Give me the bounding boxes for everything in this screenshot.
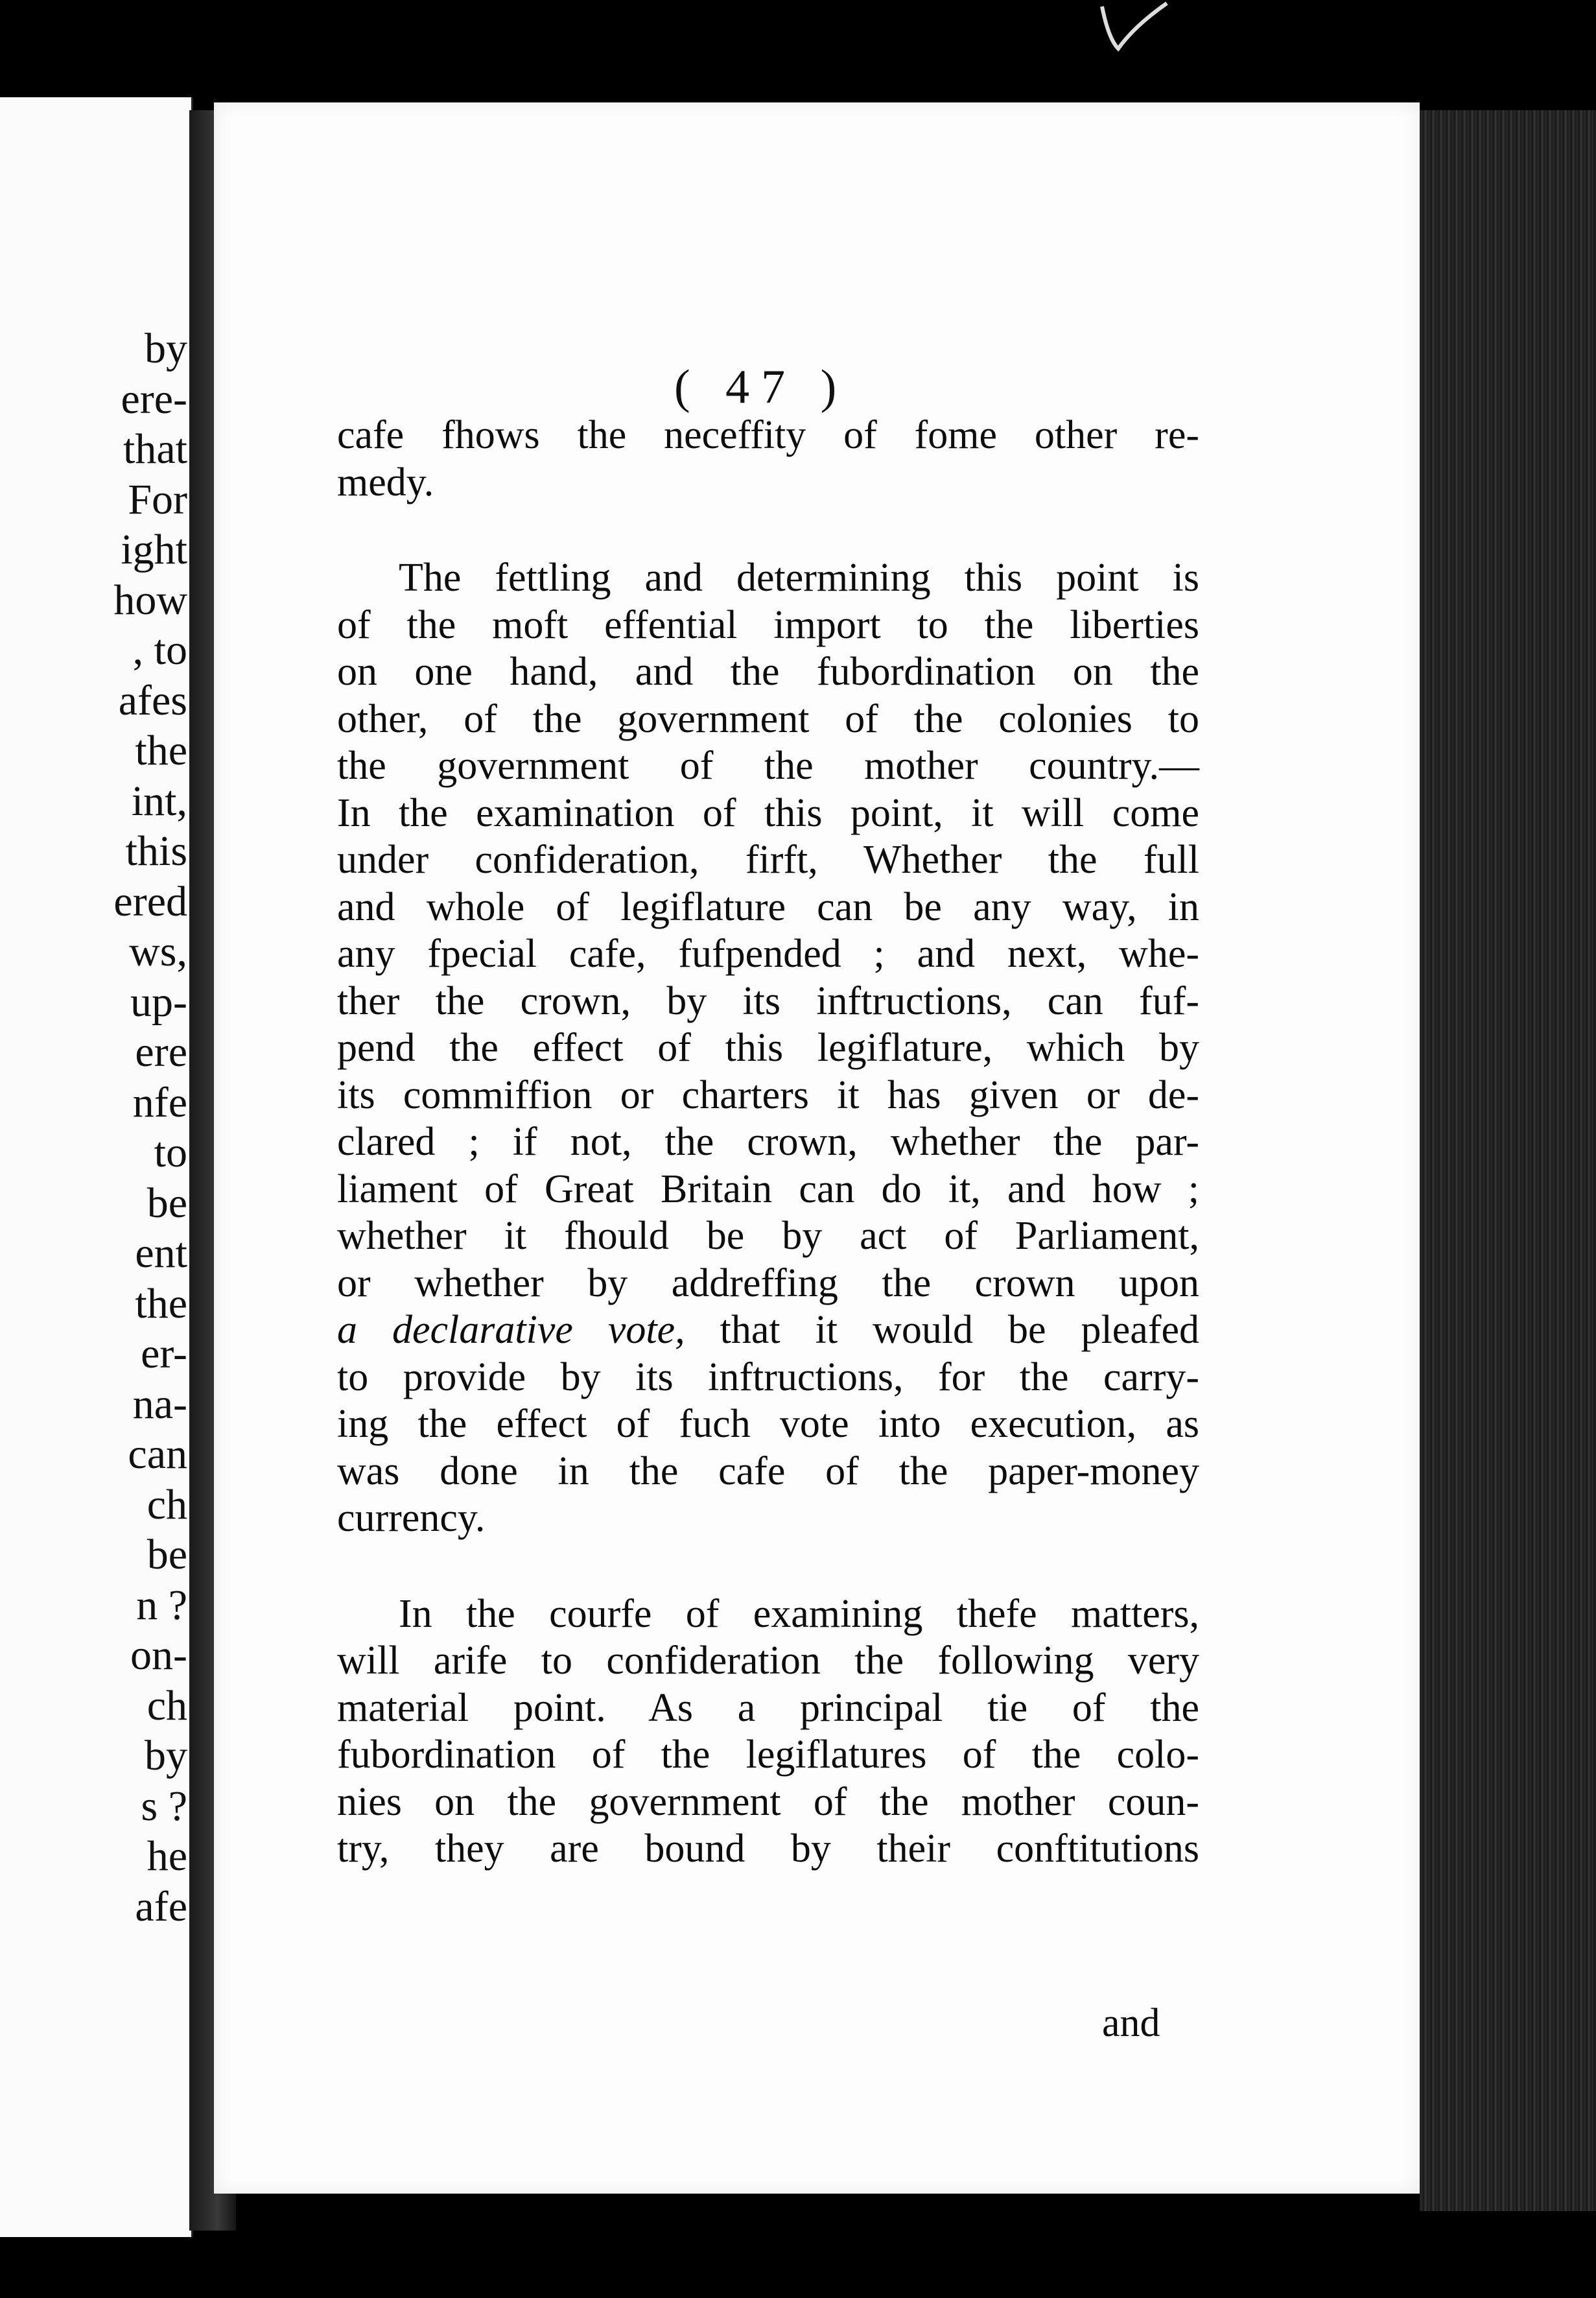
text-line: ther the crown, by its inftructions, can fuf-: [337, 978, 1199, 1023]
text-line: and whole of legiflature can be any way, in: [337, 884, 1199, 929]
italic-phrase: a declarative vote,: [337, 1308, 685, 1352]
text-line: to provide by its inftructions, for the carry-: [337, 1355, 1199, 1399]
text-line: other, of the government of the colonies to: [337, 696, 1199, 741]
left-page-line-fragment: be: [147, 1531, 187, 1578]
left-page-line-fragment: ent: [135, 1229, 187, 1277]
text-line: of the moft effential import to the liberties: [337, 602, 1199, 647]
left-page-line-fragment: can: [128, 1430, 187, 1478]
left-page-line-fragment: he: [147, 1832, 187, 1880]
left-page-line-fragment: , to: [132, 626, 187, 674]
left-page-line-fragment: nfe: [132, 1078, 187, 1126]
text-line: will arife to confideration the following very: [337, 1639, 1199, 1683]
left-page-line-fragment: on-: [130, 1631, 187, 1679]
text-line: pend the effect of this legiflature, which by: [337, 1026, 1199, 1070]
left-page-line-fragment: er-: [141, 1330, 187, 1377]
text-line: its commiffion or charters it has given or de-: [337, 1072, 1199, 1117]
left-page-line-fragment: s ?: [141, 1782, 187, 1830]
text-line: ing the effect of fuch vote into execution, as: [337, 1402, 1199, 1446]
page-edge-stack: [1420, 110, 1596, 2211]
text-line: try, they are bound by their conftitutions: [337, 1827, 1199, 1871]
left-page-line-fragment: be: [147, 1179, 187, 1227]
left-page-line-fragment: ere-: [121, 375, 187, 423]
page-body-text: [337, 412, 1199, 1873]
page-number: ( 47 ): [674, 361, 849, 414]
text-line: liament of Great Britain can do it, and how ;: [337, 1167, 1199, 1211]
text-fragment: that it would be pleafed: [685, 1308, 1199, 1352]
text-line: was done in the cafe of the paper-money: [337, 1449, 1199, 1493]
left-page-line-fragment: the: [135, 727, 187, 774]
left-page-line-fragment: the: [135, 1279, 187, 1327]
left-page-line-fragment: by: [145, 325, 187, 372]
left-page-line-fragment: ight: [121, 526, 187, 573]
previous-page-fragment: [0, 97, 193, 2237]
text-line: The fettling and determining this point is: [399, 556, 1199, 600]
left-page-line-fragment: by: [145, 1732, 187, 1779]
left-page-line-fragment: up-: [130, 978, 187, 1026]
text-line: In the examination of this point, it will come: [337, 790, 1199, 835]
text-line: fubordination of the legiflatures of the colo-: [337, 1733, 1199, 1777]
text-line: or whether by addreffing the crown upon: [337, 1261, 1199, 1305]
text-line: clared ; if not, the crown, whether the par-: [337, 1120, 1199, 1164]
text-line: the government of the mother country.—: [337, 744, 1199, 788]
left-page-line-fragment: afe: [135, 1882, 187, 1930]
left-page-line-fragment: For: [128, 475, 187, 523]
catchword: and: [1102, 2001, 1160, 2045]
text-line: In the courfe of examining thefe matters,: [399, 1591, 1199, 1636]
text-line: under confideration, firft, Whether the full: [337, 838, 1199, 882]
text-line: on one hand, and the fubordination on the: [337, 650, 1199, 694]
text-line: medy.: [337, 460, 434, 504]
text-line: cafe fhows the neceffity of fome other re-: [337, 413, 1199, 457]
left-page-line-fragment: ere: [135, 1028, 187, 1076]
left-page-line-fragment: ch: [147, 1681, 187, 1729]
text-line: [337, 1307, 1199, 1354]
left-page-line-fragment: that: [123, 425, 187, 473]
left-page-line-fragment: how: [113, 576, 187, 624]
text-line: material point. As a principal tie of the: [337, 1685, 1199, 1730]
paragraph-3: [337, 1591, 1199, 1873]
left-page-line-fragment: to: [154, 1129, 187, 1176]
text-line: any fpecial cafe, fufpended ; and next, whe-: [337, 932, 1199, 976]
left-page-line-fragment: n ?: [136, 1581, 187, 1629]
text-line: currency.: [337, 1496, 486, 1540]
left-page-line-fragment: ered: [113, 877, 187, 925]
text-line: whether it fhould be by act of Parliament,: [337, 1214, 1199, 1258]
left-page-line-fragment: int,: [131, 777, 187, 825]
paragraph-1: [337, 412, 1199, 506]
left-page-line-fragment: this: [125, 827, 187, 875]
left-page-line-fragment: ch: [147, 1480, 187, 1528]
ink-mark-icon: [1089, 0, 1173, 58]
left-page-line-fragment: ws,: [129, 928, 187, 975]
paragraph-2: [337, 554, 1199, 1542]
text-line: nies on the government of the mother coun-: [337, 1779, 1199, 1824]
left-page-line-fragment: na-: [132, 1380, 187, 1428]
left-page-line-fragment: afes: [118, 676, 187, 724]
